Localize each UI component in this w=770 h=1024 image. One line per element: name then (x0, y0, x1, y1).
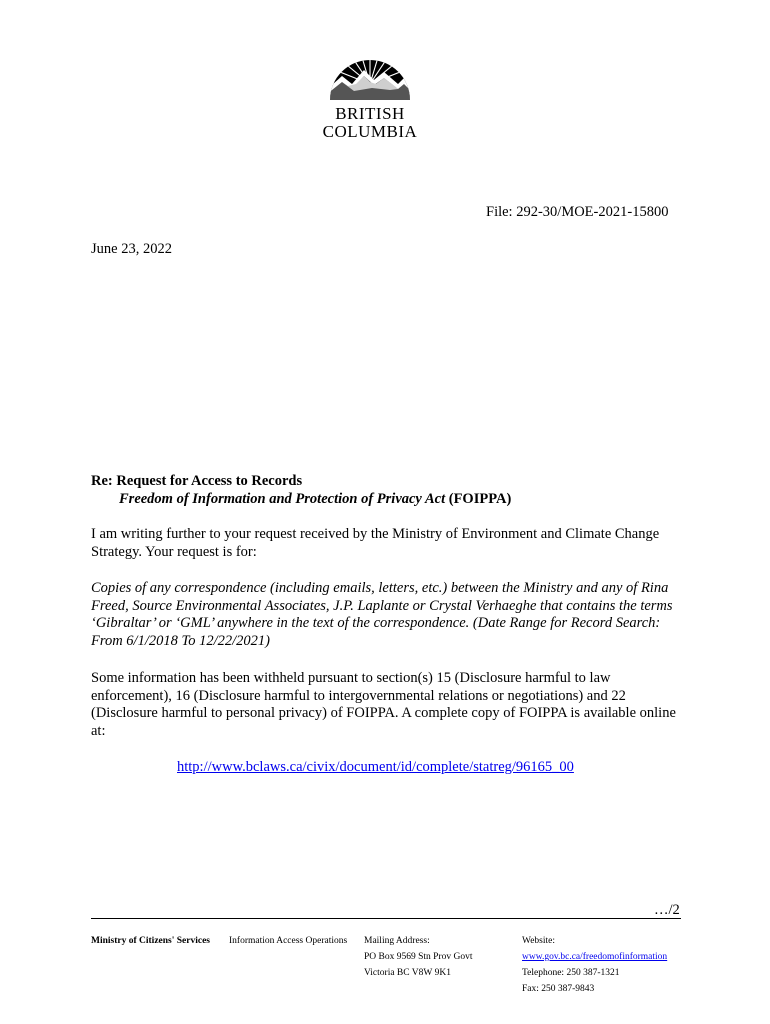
fax: Fax: 250 387-9843 (522, 984, 595, 994)
sun-mountains-emblem (312, 44, 428, 104)
withholding-paragraph: Some information has been withheld pursuant to section(s) 15 (Disclosure harmful to law enforcement), 16 (Disclosure harmful to intergovernmental relations or negotiations) and 22 (Disclosure harmful to personal privacy) of FOIPPA. A complete copy of FOIPPA is available online at: (91, 670, 676, 739)
website-link[interactable]: www.gov.bc.ca/freedomofinformation (522, 952, 668, 962)
footer-mailing-address (364, 933, 472, 981)
footer-operations: Information Access Operations (229, 936, 348, 946)
logo-wordmark-line1: BRITISH (335, 104, 405, 123)
mailing-line1: PO Box 9569 Stn Prov Govt (364, 952, 473, 962)
foippa-link[interactable]: http://www.bclaws.ca/civix/document/id/complete/statreg/96165_00 (177, 759, 574, 775)
act-abbreviation: (FOIPPA) (445, 491, 512, 507)
file-reference: File: 292-30/MOE-2021-15800 (486, 204, 669, 220)
mailing-label: Mailing Address: (364, 936, 430, 946)
intro-paragraph: I am writing further to your request received by the Ministry of Environment and Climate Change Strategy. Your request is for: (91, 526, 660, 560)
subject-line: Re: Request for Access to Records (91, 473, 303, 489)
bc-government-logo (312, 44, 428, 144)
request-description: Copies of any correspondence (including emails, letters, etc.) between the Ministry and any of Rina Freed, Source Environmental Associates, J.P. Laplante or Crystal Verhaeghe that contains the terms ‘Gibraltar’ or ‘GML’ anywhere in the text of the correspondence. (Date Range for Record Search: From 6/1/2018 To 12/22/2021) (91, 580, 673, 649)
footer-divider (91, 918, 681, 919)
act-name: Freedom of Information and Protection of Privacy Act (119, 491, 446, 507)
footer-ministry: Ministry of Citizens' Services (91, 936, 210, 946)
website-label: Website: (522, 936, 556, 946)
logo-wordmark-line2: COLUMBIA (322, 122, 418, 141)
telephone: Telephone: 250 387-1321 (522, 968, 620, 978)
act-title (119, 491, 511, 508)
mailing-line2: Victoria BC V8W 9K1 (364, 968, 451, 978)
letter-date: June 23, 2022 (91, 241, 172, 257)
footer-contact (522, 933, 667, 997)
page-continuation-marker: …/2 (654, 902, 680, 918)
